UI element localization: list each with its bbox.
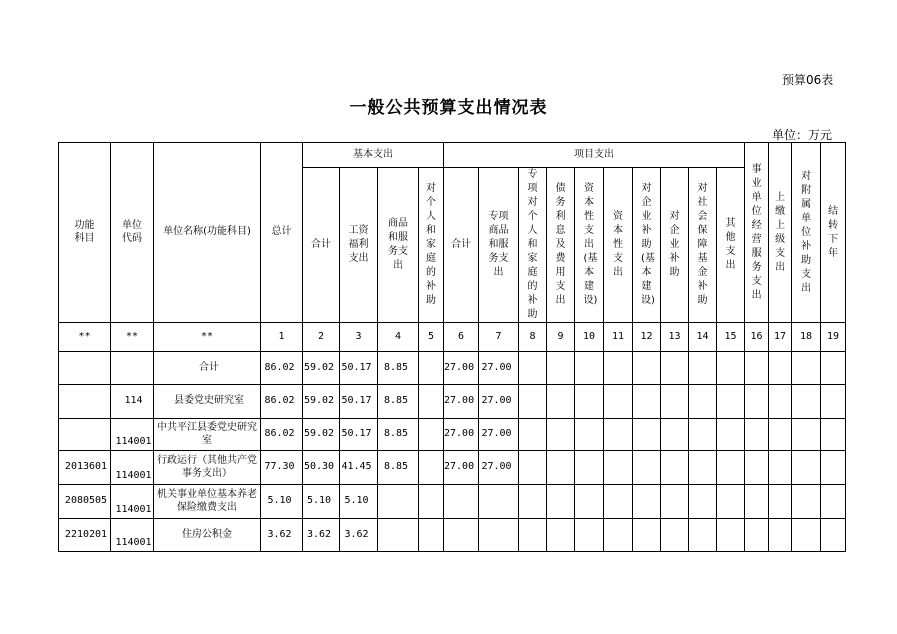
empty-cell: [547, 519, 575, 552]
index-cell: **: [59, 323, 111, 352]
index-cell: 13: [661, 323, 689, 352]
empty-cell: [717, 419, 745, 451]
proj-goods-cell: [479, 519, 519, 552]
proj-sum-cell: 27.00: [444, 451, 479, 485]
proj-sum-cell: 27.00: [444, 352, 479, 385]
empty-cell: [575, 419, 604, 451]
empty-cell: [717, 385, 745, 419]
index-cell: 14: [689, 323, 717, 352]
unit-code-cell: 114001: [111, 451, 154, 485]
proj-sum-cell: 27.00: [444, 419, 479, 451]
index-cell: 17: [769, 323, 792, 352]
header-capital-label: 资本性支出: [613, 211, 623, 278]
empty-cell: [821, 519, 846, 552]
empty-cell: [604, 485, 633, 519]
total-cell: 3.62: [261, 519, 303, 552]
table-row: [59, 385, 846, 419]
empty-cell: [519, 419, 547, 451]
empty-cell: [745, 352, 769, 385]
header-other: [717, 168, 745, 323]
budget-table: [58, 142, 846, 552]
unit-name-cell: 机关事业单位基本养老保险缴费支出: [154, 485, 261, 519]
goods-cell: 8.85: [378, 352, 419, 385]
proj-goods-cell: 27.00: [479, 419, 519, 451]
personal-cell: [419, 419, 444, 451]
empty-cell: [717, 485, 745, 519]
empty-cell: [661, 485, 689, 519]
index-cell: 3: [340, 323, 378, 352]
wage-cell: 41.45: [340, 451, 378, 485]
table-row: [59, 451, 846, 485]
index-cell: 10: [575, 323, 604, 352]
header-proj-personal: [519, 168, 547, 323]
empty-cell: [689, 385, 717, 419]
empty-cell: [604, 519, 633, 552]
func-code-cell: 2210201: [59, 519, 111, 552]
empty-cell: [519, 385, 547, 419]
header-carry: [821, 143, 846, 323]
empty-cell: [604, 419, 633, 451]
empty-cell: [547, 419, 575, 451]
empty-cell: [633, 519, 661, 552]
empty-cell: [633, 419, 661, 451]
header-affiliated: [792, 143, 821, 323]
header-personal: [419, 168, 444, 323]
empty-cell: [689, 451, 717, 485]
header-debt-label: 债务利息及费用支出: [555, 183, 566, 306]
index-cell: 19: [821, 323, 846, 352]
index-cell: 15: [717, 323, 745, 352]
empty-cell: [689, 519, 717, 552]
header-capital: [604, 168, 633, 323]
index-cell: 6: [444, 323, 479, 352]
empty-cell: [769, 485, 792, 519]
empty-cell: [821, 451, 846, 485]
func-code-cell: 2080505: [59, 485, 111, 519]
header-proj-sum: 合计: [444, 168, 479, 323]
empty-cell: [633, 485, 661, 519]
index-cell: **: [154, 323, 261, 352]
empty-cell: [604, 352, 633, 385]
header-proj-goods: [479, 168, 519, 323]
header-proj-personal-label: 专项对个人和家庭的补助: [527, 169, 538, 320]
empty-cell: [769, 451, 792, 485]
unit-label: 单位：万元: [772, 128, 833, 142]
empty-cell: [633, 451, 661, 485]
header-ent-label: 对企业补助: [669, 211, 680, 278]
table-row: [59, 519, 846, 552]
empty-cell: [792, 519, 821, 552]
index-cell: 12: [633, 323, 661, 352]
proj-goods-cell: [479, 485, 519, 519]
header-total: 总计: [261, 143, 303, 323]
basic-sum-cell: 59.02: [303, 385, 340, 419]
wage-cell: 50.17: [340, 352, 378, 385]
basic-sum-cell: 59.02: [303, 352, 340, 385]
empty-cell: [519, 352, 547, 385]
wage-cell: 50.17: [340, 385, 378, 419]
empty-cell: [689, 352, 717, 385]
empty-cell: [661, 352, 689, 385]
unit-code-cell: 114001: [111, 419, 154, 451]
empty-cell: [604, 385, 633, 419]
proj-goods-cell: 27.00: [479, 352, 519, 385]
empty-cell: [792, 485, 821, 519]
empty-cell: [661, 519, 689, 552]
header-capital-build-label: 资本性支出(基本建设): [583, 183, 598, 306]
total-cell: 5.10: [261, 485, 303, 519]
empty-cell: [575, 451, 604, 485]
unit-name-cell: 中共平江县委党史研究室: [154, 419, 261, 451]
unit-name-cell: 合计: [154, 352, 261, 385]
empty-cell: [745, 451, 769, 485]
empty-cell: [661, 419, 689, 451]
empty-cell: [821, 385, 846, 419]
empty-cell: [745, 519, 769, 552]
empty-cell: [769, 352, 792, 385]
header-personal-label: 对个人和家庭的补助: [426, 183, 436, 306]
total-cell: 77.30: [261, 451, 303, 485]
personal-cell: [419, 385, 444, 419]
index-cell: **: [111, 323, 154, 352]
empty-cell: [689, 485, 717, 519]
personal-cell: [419, 451, 444, 485]
table-row: [59, 419, 846, 451]
unit-name-cell: 住房公积金: [154, 519, 261, 552]
proj-goods-cell: 27.00: [479, 385, 519, 419]
table-row: [59, 352, 846, 385]
empty-cell: [575, 485, 604, 519]
index-row: [59, 323, 846, 352]
basic-sum-cell: 59.02: [303, 419, 340, 451]
wage-cell: 50.17: [340, 419, 378, 451]
empty-cell: [661, 385, 689, 419]
empty-cell: [575, 519, 604, 552]
unit-code-cell: [111, 352, 154, 385]
header-project-group: 项目支出: [444, 143, 745, 168]
index-cell: 11: [604, 323, 633, 352]
empty-cell: [717, 519, 745, 552]
header-wage-label: 工资福利支出: [348, 225, 369, 264]
index-cell: 18: [792, 323, 821, 352]
index-cell: 5: [419, 323, 444, 352]
proj-sum-cell: [444, 485, 479, 519]
empty-cell: [769, 385, 792, 419]
header-proj-goods-label: 专项商品和服务支出: [488, 211, 509, 278]
empty-cell: [792, 451, 821, 485]
header-ent-build-label: 对企业补助(基本建设): [641, 183, 655, 306]
empty-cell: [689, 419, 717, 451]
index-cell: 4: [378, 323, 419, 352]
unit-code-cell: 114001: [111, 485, 154, 519]
index-cell: 7: [479, 323, 519, 352]
index-cell: 16: [745, 323, 769, 352]
header-affiliated-label: 对附属单位补助支出: [801, 170, 812, 294]
empty-cell: [575, 385, 604, 419]
empty-cell: [547, 352, 575, 385]
empty-cell: [792, 352, 821, 385]
header-unit-name: 单位名称(功能科目): [154, 143, 261, 323]
unit-name-cell: 县委党史研究室: [154, 385, 261, 419]
empty-cell: [547, 451, 575, 485]
header-func-subject: [59, 143, 111, 323]
empty-cell: [547, 485, 575, 519]
header-goods-label: 商品和服务支出: [388, 218, 408, 271]
empty-cell: [519, 485, 547, 519]
empty-cell: [745, 385, 769, 419]
header-debt: [547, 168, 575, 323]
goods-cell: [378, 485, 419, 519]
header-institution: [745, 143, 769, 323]
header-goods: [378, 168, 419, 323]
empty-cell: [769, 519, 792, 552]
proj-goods-cell: 27.00: [479, 451, 519, 485]
func-code-cell: [59, 385, 111, 419]
empty-cell: [633, 352, 661, 385]
header-institution-label: 事业单位经营服务支出: [751, 163, 762, 301]
header-social: [689, 168, 717, 323]
goods-cell: 8.85: [378, 451, 419, 485]
empty-cell: [661, 451, 689, 485]
index-cell: 2: [303, 323, 340, 352]
header-wage: [340, 168, 378, 323]
func-code-cell: 2013601: [59, 451, 111, 485]
empty-cell: [633, 385, 661, 419]
empty-cell: [547, 385, 575, 419]
empty-cell: [821, 419, 846, 451]
form-number: 预算06表: [782, 73, 834, 87]
func-code-cell: [59, 352, 111, 385]
empty-cell: [821, 485, 846, 519]
unit-code-cell: 114001: [111, 519, 154, 552]
empty-cell: [745, 485, 769, 519]
empty-cell: [717, 451, 745, 485]
empty-cell: [745, 419, 769, 451]
unit-name-cell: 行政运行（其他共产党事务支出）: [154, 451, 261, 485]
header-remit: [769, 143, 792, 323]
proj-sum-cell: [444, 519, 479, 552]
total-cell: 86.02: [261, 352, 303, 385]
empty-cell: [769, 419, 792, 451]
empty-cell: [717, 352, 745, 385]
header-unit-code-label: 单位代码: [122, 220, 142, 244]
personal-cell: [419, 519, 444, 552]
wage-cell: 5.10: [340, 485, 378, 519]
header-ent-build: [633, 168, 661, 323]
total-cell: 86.02: [261, 385, 303, 419]
index-cell: 9: [547, 323, 575, 352]
empty-cell: [575, 352, 604, 385]
func-code-cell: [59, 419, 111, 451]
empty-cell: [519, 519, 547, 552]
header-carry-label: 结转下年: [828, 205, 839, 259]
wage-cell: 3.62: [340, 519, 378, 552]
header-remit-label: 上缴上级支出: [775, 191, 786, 273]
goods-cell: 8.85: [378, 419, 419, 451]
empty-cell: [792, 419, 821, 451]
header-capital-build: [575, 168, 604, 323]
index-cell: 8: [519, 323, 547, 352]
header-basic-group: 基本支出: [303, 143, 444, 168]
proj-sum-cell: 27.00: [444, 385, 479, 419]
empty-cell: [604, 451, 633, 485]
header-func-subject-label: 功能科目: [74, 220, 95, 244]
header-social-label: 对社会保障基金补助: [697, 183, 708, 306]
basic-sum-cell: 5.10: [303, 485, 340, 519]
basic-sum-cell: 3.62: [303, 519, 340, 552]
header-other-label: 其他支出: [725, 218, 736, 271]
table-row: [59, 485, 846, 519]
goods-cell: [378, 519, 419, 552]
total-cell: 86.02: [261, 419, 303, 451]
index-cell: 1: [261, 323, 303, 352]
header-basic-sum: 合计: [303, 168, 340, 323]
goods-cell: 8.85: [378, 385, 419, 419]
unit-code-cell: 114: [111, 385, 154, 419]
basic-sum-cell: 50.30: [303, 451, 340, 485]
empty-cell: [519, 451, 547, 485]
page-title: 一般公共预算支出情况表: [349, 98, 548, 118]
header-unit-code: [111, 143, 154, 323]
personal-cell: [419, 352, 444, 385]
header-ent: [661, 168, 689, 323]
empty-cell: [821, 352, 846, 385]
empty-cell: [792, 385, 821, 419]
personal-cell: [419, 485, 444, 519]
